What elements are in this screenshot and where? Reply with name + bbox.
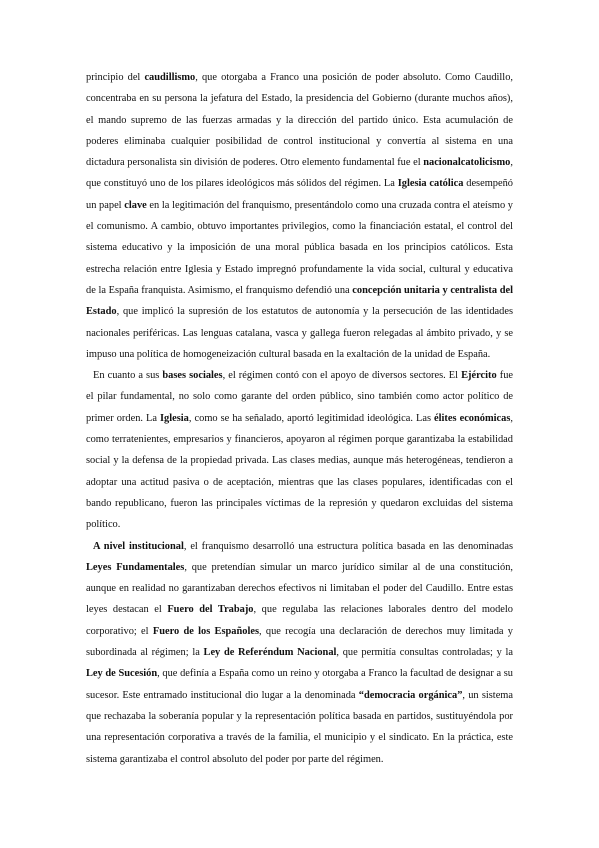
text-run: , que implicó la supresión de los estatutos de autonomía y la persecución de las identidades nacionales periféricas. Las lenguas catalana, vasca y gallega fueron relegadas al ámbito privado, y se impuso una política de homogeneización cultural basada en la exaltación de la unidad de España. [86,306,513,360]
paragraph-bases-sociales [86,365,513,535]
text-run: en la legitimación del franquismo, presentándolo como una cruzada contra el ateísmo y el comunismo. A cambio, obtuvo importantes privilegios, como la financiación estatal, el control del sistema educativo y la imposición de una moral pública basada en los principios católicos. Esta estrecha relación entre Iglesia y Estado impregnó profundamente la vida social, cultural y educativa de la España franquista. Asimismo, el franquismo defendió una [86,199,514,296]
text-run: , como se ha señalado, aportó legitimidad ideológica. Las [188,412,435,424]
text-run: , un sistema que rechazaba la soberanía popular y la representación política basada en partidos, sustituyéndola por una representación corporativa a través de la familia, el municipio y el sindicato. En la práctica, este sistema garantizaba el control absoluto del poder por parte del régimen. [86,689,513,765]
bold-term: caudillismo [144,72,196,83]
text-run: , que recogía una declaración de derechos muy limitada y subordinada al régimen; la [86,625,513,659]
bold-term: Iglesia católica [397,178,464,190]
text-run: desempeñó un papel [86,178,513,211]
bold-term: Ley de Referéndum Nacional [203,647,337,659]
bold-term: Fuero del Trabajo [167,604,254,616]
bold-term: Leyes Fundamentales [86,561,185,573]
bold-term: Ley de Sucesión [86,668,158,680]
bold-term: clave [124,199,147,211]
paragraph-nivel-institucional [86,536,513,770]
bold-term: A nivel institucional [93,540,184,552]
bold-term: nacionalcatolicismo [423,157,511,169]
bold-term: Fuero de los Españoles [152,625,260,637]
bold-term: Iglesia [160,412,189,424]
text-run: fue el pilar fundamental, no solo como garante del orden público, sino también como actor político de primer orden. La [86,370,513,424]
text-run: , que regulaba las relaciones laborales dentro del modelo corporativo; el [86,604,513,637]
text-run: En cuanto a sus [93,370,163,382]
paragraph-caudillismo [86,67,513,365]
text-run: , como terratenientes, empresarios y financieros, apoyaron al régimen porque garantizaba la estabilidad social y la defensa de la propiedad privada. Las clases medias, aunque más heterogéneas, tendieron a adoptar una actitud pasiva o de aceptación, mientras que las clases populares, identificadas con el bando republicano, fueron las principales víctimas de la represión y quedaron excluidas del sistema político. [86,412,513,531]
text-run: , el régimen contó con el apoyo de diversos sectores. El [222,370,462,382]
text-run: , el franquismo desarrolló una estructura política basada en las denominadas [183,540,513,552]
text-run: , que otorgaba a Franco una posición de poder absoluto. Como Caudillo, concentraba en su persona la jefatura del Estado, la presidencia del Gobierno (durante muchos años), el mando supremo de las fuerzas armadas y la dirección del partido único. Esta acumulación de poderes eliminaba cualquier posibilidad de control institucional y convertía al sistema en una dictadura personalista sin división de poderes. Otro elemento fundamental fue el [86,72,513,169]
text-run: , que permitía consultas controladas; y la [336,647,513,659]
bold-term: bases sociales [162,370,223,382]
bold-term: “democracia orgánica” [358,689,463,701]
text-run: , que definía a España como un reino y otorgaba a Franco la facultad de designar a su sucesor. Este entramado institucional dio lugar a la denominada [86,668,513,701]
text-run: , que constituyó uno de los pilares ideológicos más sólidos del régimen. La [86,157,513,190]
text-run: principio del [86,72,145,83]
bold-term: Ejército [461,370,497,382]
text-run: , que pretendían simular un marco jurídico similar al de una constitución, aunque en realidad no garantizaban derechos efectivos ni limitaban el poder del Caudillo. Entre estas leyes destacan el [86,561,513,616]
bold-term: concepción unitaria y centralista del Estado [86,284,513,318]
bold-term: élites económicas [434,412,511,424]
